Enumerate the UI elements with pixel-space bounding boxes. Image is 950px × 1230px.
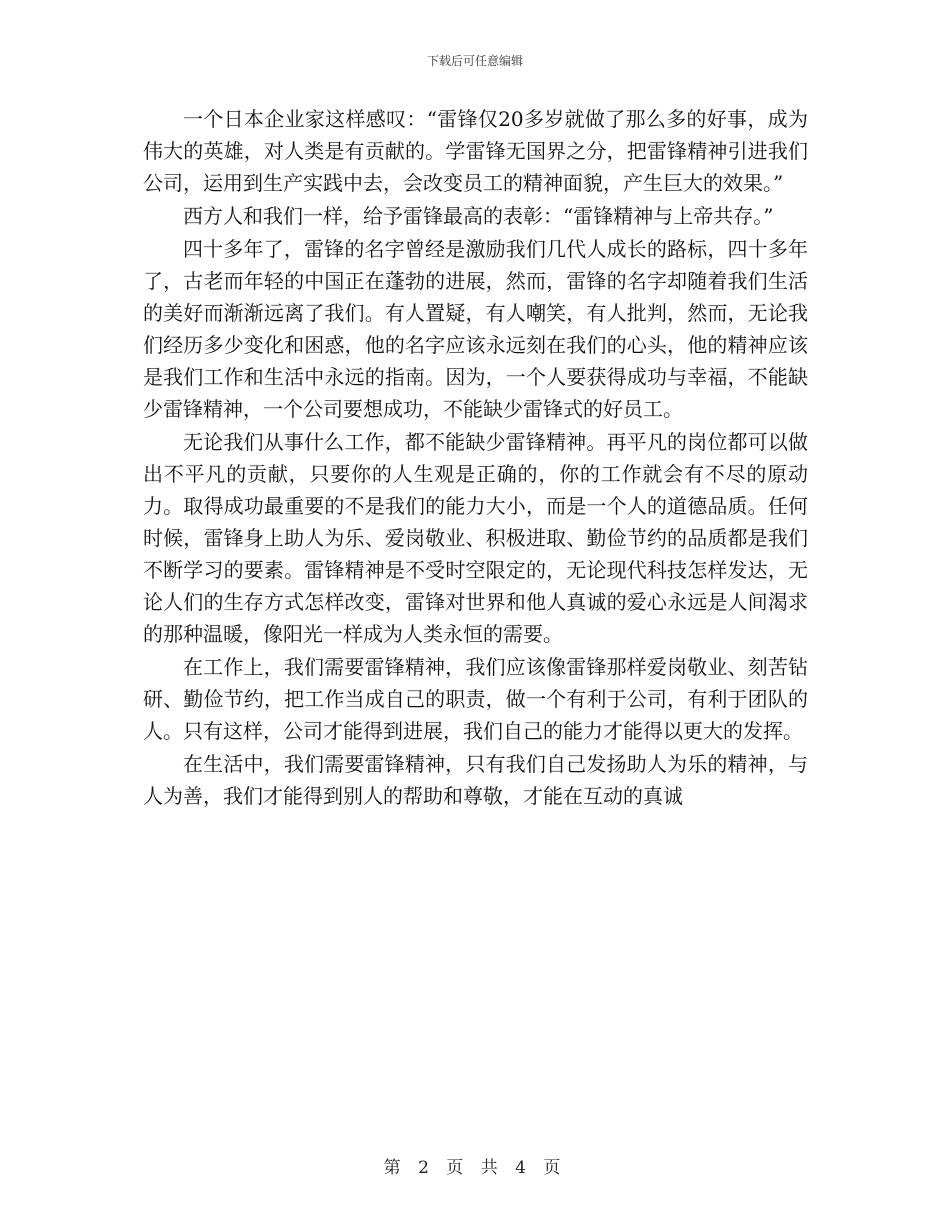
paragraph: 四十多年了，雷锋的名字曾经是激励我们几代人成长的路标，四十多年了，古老而年轻的中国正在蓬勃的进展，然而，雷锋的名字却随着我们生活的美好而渐渐远离了我们。有人置疑，有人嘲笑，有人批判，然而，无论我们经历多少变化和困惑，他的名字应该永远刻在我们的心头，他的精神应该是我们工作和生活中永远的指南。因为，一个人要获得成功与幸福，不能缺少雷锋精神，一个公司要想成功，不能缺少雷锋式的好员工。 [143, 237, 808, 421]
body-text [143, 103, 808, 813]
paragraph: 无论我们从事什么工作，都不能缺少雷锋精神。再平凡的岗位都可以做出不平凡的贡献，只要你的人生观是正确的，你的工作就会有不尽的原动力。取得成功最重要的不是我们的能力大小，而是一个人的道德品质。任何时候，雷锋身上助人为乐、爱岗敬业、积极进取、勤俭节约的品质都是我们不断学习的要素。雷锋精神是不受时空限定的，无论现代科技怎样发达，无论人们的生存方式怎样改变，雷锋对世界和他人真诚的爱心永远是人间渴求的那种温暖，像阳光一样成为人类永恒的需要。 [143, 430, 808, 646]
page-footer: 第 2 页 共 4 页 [383, 1158, 567, 1178]
paragraph: 西方人和我们一样，给予雷锋最高的表彰：“雷锋精神与上帝共存。” [183, 204, 774, 228]
paragraph: 一个日本企业家这样感叹：“雷锋仅20多岁就做了那么多的好事，成为伟大的英雄，对人类是有贡献的。学雷锋无国界之分，把雷锋精神引进我们公司，运用到生产实践中去，会改变员工的精神面貌，产生巨大的效果。” [143, 107, 808, 195]
paragraph: 在生活中，我们需要雷锋精神，只有我们自己发扬助人为乐的精神，与人为善，我们才能得到别人的帮助和尊敬，才能在互动的真诚 [143, 752, 808, 808]
page-header: 下载后可任意编辑 [426, 54, 523, 68]
paragraph: 在工作上，我们需要雷锋精神，我们应该像雷锋那样爱岗敬业、刻苦钻研、勤俭节约，把工作当成自己的职责，做一个有利于公司，有利于团队的人。只有这样，公司才能得到进展，我们自己的能力才能得以更大的发挥。 [143, 655, 808, 743]
